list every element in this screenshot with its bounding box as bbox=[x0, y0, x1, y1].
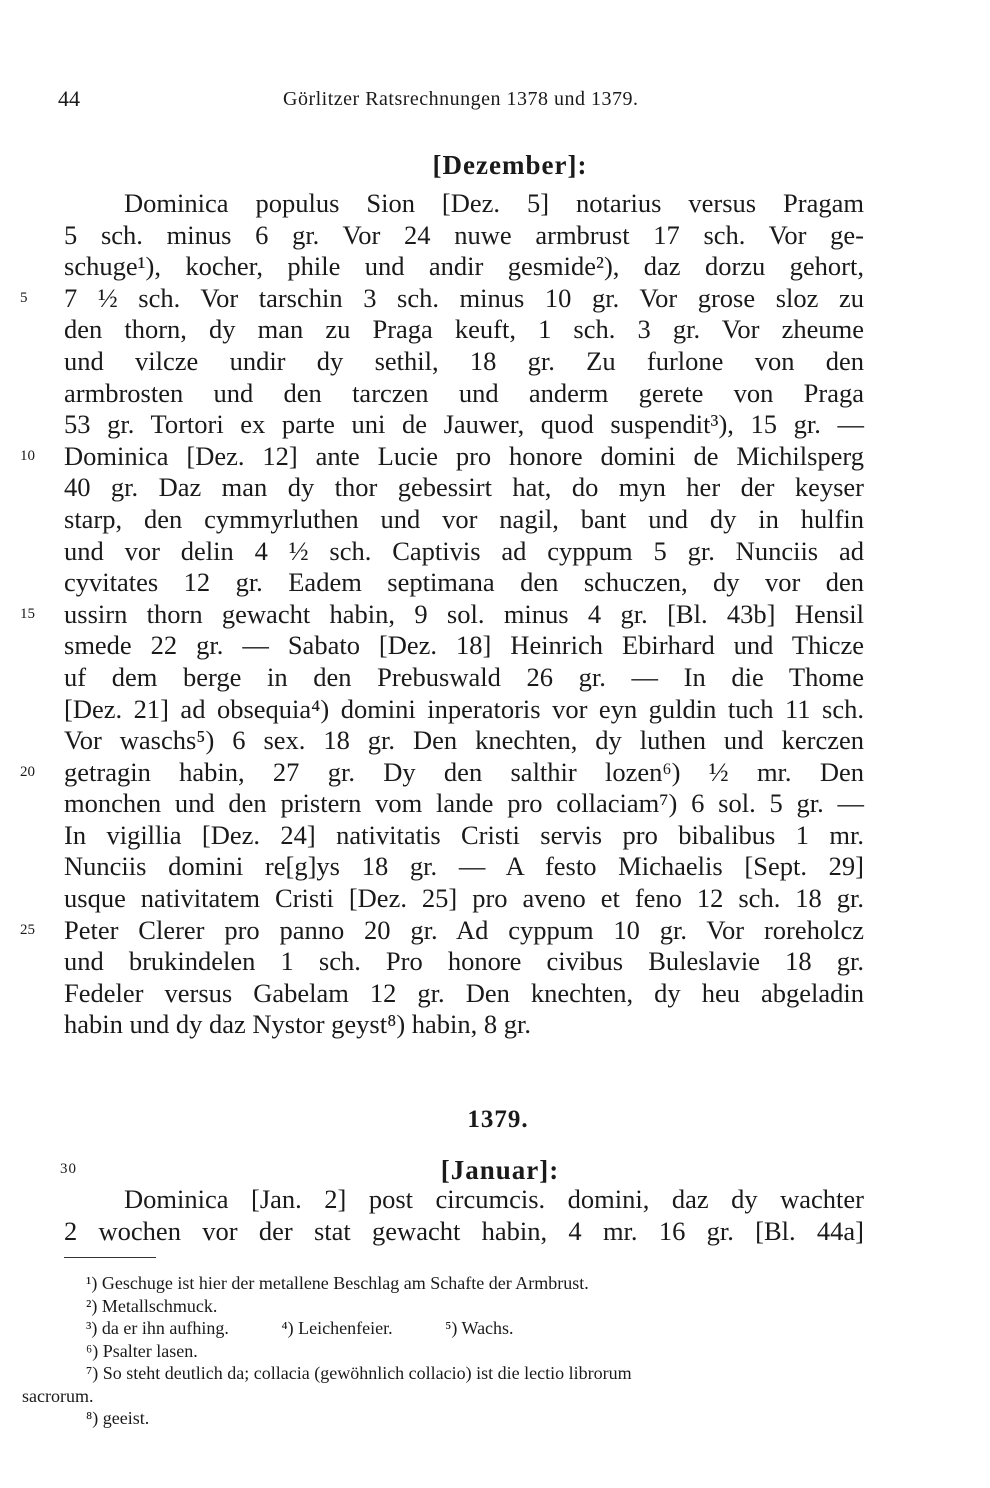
text-line bbox=[64, 220, 864, 252]
line-text: ussirn thorn gewacht habin, 9 sol. minus 4 gr. [Bl. 43b] Hensil bbox=[64, 598, 864, 629]
footnotes bbox=[22, 1272, 842, 1430]
text-line bbox=[64, 1009, 864, 1041]
line-text: getragin habin, 27 gr. Dy den salthir lozen⁶) ½ mr. Den bbox=[64, 756, 864, 787]
page-header bbox=[58, 86, 918, 120]
section-heading-december: [Dezember]: bbox=[432, 150, 588, 180]
text-line bbox=[64, 346, 864, 378]
text-line bbox=[64, 314, 864, 346]
line-text: starp, den cymmyrluthen und vor nagil, bant und dy in hulfin bbox=[64, 503, 864, 534]
line-text: usque nativitatem Cristi [Dez. 25] pro aveno et feno 12 sch. 18 gr. bbox=[64, 883, 864, 914]
text-line bbox=[64, 251, 864, 283]
section-heading-january bbox=[20, 1155, 980, 1186]
text-line bbox=[64, 1216, 864, 1248]
line-text: Peter Clerer pro panno 20 gr. Ad cyppum 10 gr. Vor roreholcz bbox=[64, 914, 864, 945]
line-text: [Dez. 21] ad obsequia⁴) domini inperatoris vor eyn guldin tuch 11 sch. bbox=[64, 693, 864, 724]
text-line bbox=[64, 1184, 864, 1216]
line-text: Dominica populus Sion [Dez. 5] notarius versus Pragam bbox=[124, 188, 864, 218]
text-line bbox=[64, 188, 864, 220]
line-text: Dominica [Jan. 2] post circumcis. domini, daz dy wachter bbox=[124, 1184, 864, 1214]
line-text: smede 22 gr. — Sabato [Dez. 18] Heinrich Ebirhard und Thicze bbox=[64, 630, 864, 661]
line-number: 15 bbox=[20, 605, 35, 622]
line-text: den thorn, dy man zu Praga keuft, 1 sch. 3 gr. Vor zheume bbox=[64, 314, 864, 345]
line-number: 25 bbox=[20, 921, 35, 938]
line-text: armbrosten und den tarczen und anderm gerete von Praga bbox=[64, 377, 864, 408]
text-line bbox=[64, 630, 864, 662]
line-text: und vor delin 4 ½ sch. Captivis ad cyppum 5 gr. Nunciis ad bbox=[64, 535, 864, 566]
line-text: 7 ½ sch. Vor tarschin 3 sch. minus 10 gr. Vor grose sloz zu bbox=[64, 282, 864, 313]
footnote-row bbox=[22, 1317, 842, 1340]
footnote: ⁷) So steht deutlich da; collacia (gewöhnlich collacio) ist die lectio librorum bbox=[86, 1363, 632, 1383]
text-line bbox=[64, 662, 864, 694]
text-line bbox=[64, 567, 864, 599]
line-number: 20 bbox=[20, 763, 35, 780]
line-text: habin und dy daz Nystor geyst⁸) habin, 8 gr. bbox=[64, 1009, 532, 1040]
text-line bbox=[20, 282, 864, 315]
text-line bbox=[64, 472, 864, 504]
text-line bbox=[64, 883, 864, 915]
text-line bbox=[64, 788, 864, 820]
text-line bbox=[64, 378, 864, 410]
line-text: Dominica [Dez. 12] ante Lucie pro honore domini de Michilsperg bbox=[64, 440, 864, 471]
text-line bbox=[20, 598, 864, 631]
line-number: 10 bbox=[20, 447, 35, 464]
footnote: ⁸) geeist. bbox=[86, 1408, 150, 1428]
line-text: 40 gr. Daz man dy thor gebessirt hat, do myn her der keyser bbox=[64, 472, 864, 503]
line-text: und brukindelen 1 sch. Pro honore civibus Buleslavie 18 gr. bbox=[64, 946, 864, 977]
footnote-divider bbox=[64, 1257, 156, 1258]
footnote: ⁵) Wachs. bbox=[445, 1318, 514, 1338]
january-paragraph bbox=[64, 1184, 864, 1247]
text-line bbox=[20, 440, 864, 473]
text-line bbox=[64, 409, 864, 441]
running-title: Görlitzer Ratsrechnungen 1378 und 1379. bbox=[283, 88, 639, 110]
page-number: 44 bbox=[58, 86, 80, 111]
line-text: 53 gr. Tortori ex parte uni de Jauwer, quod suspendit³), 15 gr. — bbox=[64, 409, 864, 440]
heading-text: [Januar]: bbox=[440, 1155, 560, 1185]
text-line bbox=[64, 536, 864, 568]
line-number: 30 bbox=[60, 1161, 77, 1177]
footnote: ⁶) Psalter lasen. bbox=[86, 1340, 198, 1361]
text-line bbox=[64, 978, 864, 1010]
text-line bbox=[64, 820, 864, 852]
line-text: Vor waschs⁵) 6 sex. 18 gr. Den knechten, dy luthen und kerczen bbox=[64, 725, 864, 756]
line-text: und vilcze undir dy sethil, 18 gr. Zu furlone von den bbox=[64, 345, 864, 376]
text-line bbox=[20, 914, 864, 947]
text-line bbox=[64, 725, 864, 757]
footnote: ¹) Geschuge ist hier der metallene Beschlag am Schafte der Armbrust. bbox=[86, 1273, 589, 1293]
text-line bbox=[64, 851, 864, 883]
line-text: 2 wochen vor der stat gewacht habin, 4 mr. 16 gr. [Bl. 44a] bbox=[64, 1215, 864, 1246]
line-text: schuge¹), kocher, phile und andir gesmide²), daz dorzu gehort, bbox=[64, 251, 864, 282]
line-text: Nunciis domini re[g]ys 18 gr. — A festo Michaelis [Sept. 29] bbox=[64, 851, 864, 882]
line-number: 5 bbox=[20, 289, 28, 306]
text-line bbox=[64, 946, 864, 978]
text-line bbox=[20, 756, 864, 789]
text-line bbox=[64, 504, 864, 536]
footnote: ⁴) Leichenfeier. bbox=[281, 1318, 393, 1338]
line-text: cyvitates 12 gr. Eadem septimana den schuczen, dy vor den bbox=[64, 567, 864, 598]
december-paragraph bbox=[20, 188, 864, 1041]
footnote: ²) Metallschmuck. bbox=[86, 1295, 218, 1316]
line-text: In vigillia [Dez. 24] nativitatis Cristi servis pro bibalibus 1 mr. bbox=[64, 819, 864, 850]
year-heading: 1379. bbox=[467, 1106, 529, 1133]
footnote-continuation: sacrorum. bbox=[22, 1385, 94, 1406]
line-text: uf dem berge in den Prebuswald 26 gr. — In die Thome bbox=[64, 661, 864, 692]
text-line bbox=[64, 694, 864, 726]
line-text: 5 sch. minus 6 gr. Vor 24 nuwe armbrust 17 sch. Vor ge- bbox=[64, 219, 864, 250]
footnote: ³) da er ihn aufhing. bbox=[86, 1318, 229, 1338]
line-text: monchen und den pristern vom lande pro collaciam⁷) 6 sol. 5 gr. — bbox=[64, 788, 864, 819]
line-text: Fedeler versus Gabelam 12 gr. Den knechten, dy heu abgeladin bbox=[64, 977, 864, 1008]
